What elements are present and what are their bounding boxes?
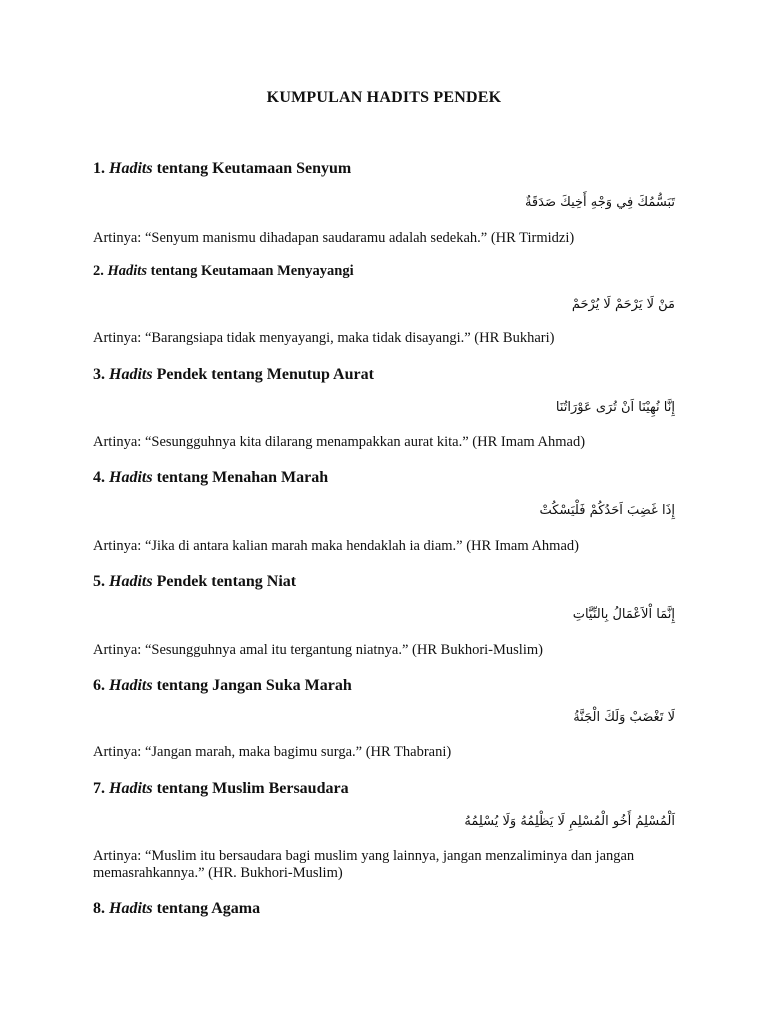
arabic-text-5: إِنَّمَا اْلاَعْمَالُ بِالنِّيَّاتِ	[572, 607, 675, 622]
section-heading-5	[93, 573, 296, 591]
section-title-rest: Pendek tentang Menutup Aurat	[152, 366, 374, 383]
section-number: 6.	[93, 677, 105, 694]
section-keyword: Hadits	[107, 263, 147, 279]
section-title-rest: tentang Keutamaan Menyayangi	[146, 263, 354, 279]
meaning-text-2: Artinya: “Barangsiapa tidak menyayangi, maka tidak disayangi.” (HR Bukhari)	[93, 330, 555, 346]
section-title-rest: tentang Agama	[152, 900, 261, 917]
meaning-text-3: Artinya: “Sesungguhnya kita dilarang menampakkan aurat kita.” (HR Imam Ahmad)	[93, 434, 586, 450]
meaning-text-7: Artinya: “Muslim itu bersaudara bagi muslim yang lainnya, jangan menzaliminya dan jangan memasrahkannya.” (HR. Bukhori-Muslim)	[93, 848, 635, 881]
section-keyword: Hadits	[109, 160, 153, 177]
section-keyword: Hadits	[109, 366, 153, 383]
section-number: 1.	[93, 160, 105, 177]
section-number: 4.	[93, 469, 105, 486]
section-number: 5.	[93, 573, 105, 590]
section-heading-1	[93, 160, 351, 178]
section-title-rest: tentang Jangan Suka Marah	[152, 677, 352, 694]
section-number: 7.	[93, 780, 105, 797]
arabic-text-1: تَبَسُّمُكَ فِي وَجْهِ أَخِيكَ صَدَقَةٌ	[524, 195, 675, 210]
section-heading-4	[93, 469, 328, 487]
section-keyword: Hadits	[109, 780, 153, 797]
section-title-rest: tentang Menahan Marah	[152, 469, 329, 486]
document-title: KUMPULAN HADITS PENDEK	[266, 89, 502, 106]
section-keyword: Hadits	[109, 469, 153, 486]
section-heading-6	[93, 677, 352, 695]
section-title-rest: tentang Keutamaan Senyum	[152, 160, 352, 177]
section-number: 3.	[93, 366, 105, 383]
arabic-text-4: إِذَا غَضِبَ اَحَدُكُمْ فَلْيَسْكُتْ	[539, 503, 675, 518]
meaning-text-4: Artinya: “Jika di antara kalian marah maka hendaklah ia diam.” (HR Imam Ahmad)	[93, 538, 579, 554]
section-keyword: Hadits	[109, 573, 153, 590]
section-number: 8.	[93, 900, 105, 917]
arabic-text-7: اَلْمُسْلِمُ أَخُو الْمُسْلِمِ لَا يَظْلِمُهُ وَلَا يُسْلِمُهُ	[464, 814, 675, 829]
meaning-text-6: Artinya: “Jangan marah, maka bagimu surga.” (HR Thabrani)	[93, 744, 452, 760]
meaning-text-1: Artinya: “Senyum manismu dihadapan saudaramu adalah sedekah.” (HR Tirmidzi)	[93, 230, 575, 246]
section-keyword: Hadits	[109, 900, 153, 917]
arabic-text-2: مَنْ لَا يَرْحَمْ لَا يُرْحَمْ	[571, 297, 675, 312]
section-title-rest: Pendek tentang Niat	[152, 573, 297, 590]
section-number: 2.	[93, 263, 104, 279]
section-title-rest: tentang Muslim Bersaudara	[152, 780, 349, 797]
section-heading-2	[93, 263, 354, 280]
meaning-text-5: Artinya: “Sesungguhnya amal itu tergantung niatnya.” (HR Bukhori-Muslim)	[93, 642, 543, 658]
section-heading-7	[93, 780, 349, 798]
section-keyword: Hadits	[109, 677, 153, 694]
section-heading-3	[93, 366, 374, 384]
arabic-text-6: لَا تَغْضَبْ وَلَكَ الْجَنَّةُ	[573, 710, 675, 725]
section-heading-8	[93, 900, 260, 918]
arabic-text-3: إِنَّا نُهِيْنَا اَنْ تُرَى عَوْرَاتُنَا	[555, 400, 675, 415]
